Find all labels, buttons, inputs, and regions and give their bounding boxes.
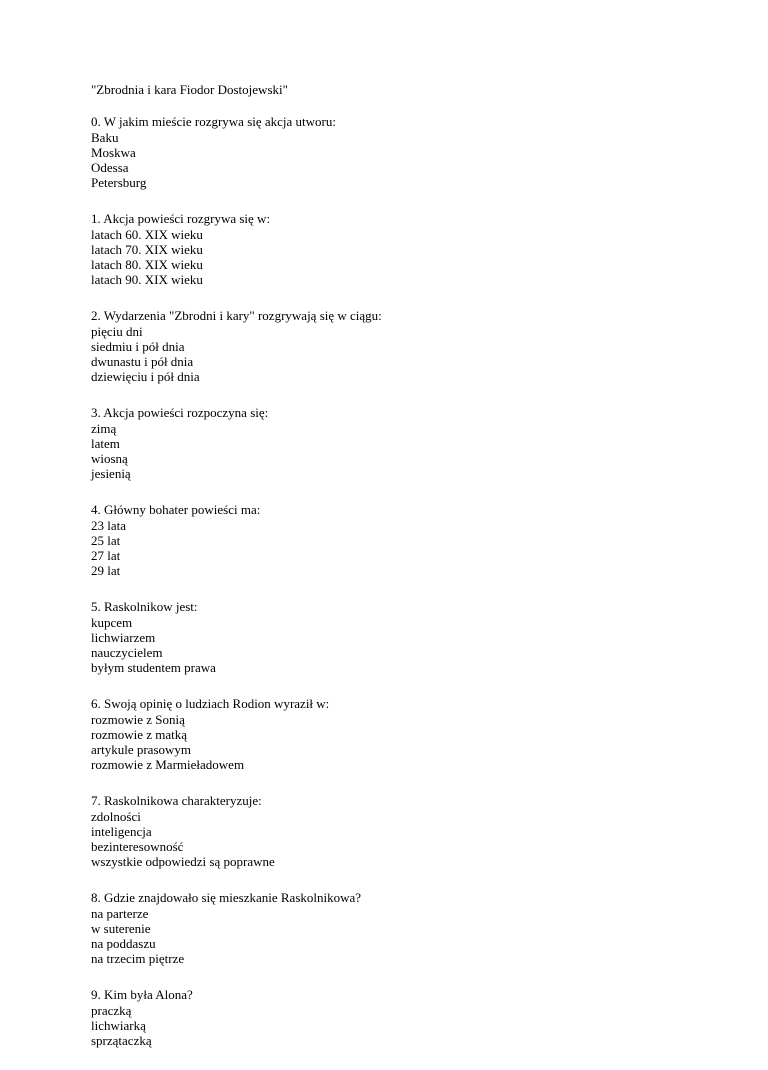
question-block	[91, 600, 731, 675]
document-title: "Zbrodnia i kara Fiodor Dostojewski"	[91, 82, 288, 97]
answer-option: siedmiu i pół dnia	[91, 339, 185, 354]
answer-option: Baku	[91, 130, 119, 145]
answer-option: dwunastu i pół dnia	[91, 354, 194, 369]
answer-list	[91, 907, 731, 966]
answer-option: Moskwa	[91, 145, 136, 160]
answer-list	[91, 713, 731, 772]
answer-list	[91, 131, 731, 190]
question-block	[91, 115, 731, 190]
question-block	[91, 697, 731, 772]
answer-option: sprzątaczką	[91, 1033, 152, 1048]
answer-option: rozmowie z Marmieładowem	[91, 757, 245, 772]
answer-option: 27 lat	[91, 548, 121, 563]
answer-option: na trzecim piętrze	[91, 951, 185, 966]
answer-option: bezinteresowność	[91, 839, 184, 854]
answer-option: artykule prasowym	[91, 742, 192, 757]
answer-option: dziewięciu i pół dnia	[91, 369, 200, 384]
answer-option: w suterenie	[91, 921, 151, 936]
answer-option: latem	[91, 436, 120, 451]
answer-list	[91, 325, 731, 384]
answer-option: 29 lat	[91, 563, 121, 578]
question-text: 5. Raskolnikow jest:	[91, 599, 198, 614]
answer-option: lichwiarką	[91, 1018, 146, 1033]
answer-list	[91, 228, 731, 287]
question-text: 2. Wydarzenia "Zbrodni i kary" rozgrywają się w ciągu:	[91, 308, 382, 323]
question-block	[91, 891, 731, 966]
answer-list	[91, 519, 731, 578]
answer-option: rozmowie z Sonią	[91, 712, 185, 727]
question-text: 7. Raskolnikowa charakteryzuje:	[91, 793, 262, 808]
answer-option: 23 lata	[91, 518, 127, 533]
question-block	[91, 794, 731, 869]
answer-option: wszystkie odpowiedzi są poprawne	[91, 854, 275, 869]
question-text: 0. W jakim mieście rozgrywa się akcja utworu:	[91, 114, 337, 129]
quiz-questions	[91, 115, 731, 1048]
answer-option: latach 90. XIX wieku	[91, 272, 203, 287]
answer-option: kupcem	[91, 615, 133, 630]
answer-option: latach 60. XIX wieku	[91, 227, 203, 242]
answer-option: na parterze	[91, 906, 149, 921]
answer-list	[91, 1004, 731, 1048]
question-block	[91, 503, 731, 578]
answer-option: Odessa	[91, 160, 129, 175]
answer-option: latach 70. XIX wieku	[91, 242, 203, 257]
answer-list	[91, 616, 731, 675]
question-block	[91, 988, 731, 1048]
question-text: 1. Akcja powieści rozgrywa się w:	[91, 211, 271, 226]
question-text: 4. Główny bohater powieści ma:	[91, 502, 261, 517]
answer-option: Petersburg	[91, 175, 147, 190]
answer-option: zdolności	[91, 809, 141, 824]
answer-option: zimą	[91, 421, 117, 436]
answer-option: lichwiarzem	[91, 630, 156, 645]
answer-option: jesienią	[91, 466, 131, 481]
question-text: 6. Swoją opinię o ludziach Rodion wyraził w:	[91, 696, 330, 711]
answer-option: pięciu dni	[91, 324, 143, 339]
question-block	[91, 406, 731, 481]
question-text: 8. Gdzie znajdowało się mieszkanie Raskolnikowa?	[91, 890, 362, 905]
answer-list	[91, 810, 731, 869]
answer-option: nauczycielem	[91, 645, 163, 660]
question-block	[91, 309, 731, 384]
answer-option: praczką	[91, 1003, 132, 1018]
answer-option: rozmowie z matką	[91, 727, 188, 742]
answer-option: wiosną	[91, 451, 128, 466]
answer-option: 25 lat	[91, 533, 121, 548]
answer-option: byłym studentem prawa	[91, 660, 216, 675]
answer-option: inteligencja	[91, 824, 152, 839]
question-text: 9. Kim była Alona?	[91, 987, 193, 1002]
answer-option: latach 80. XIX wieku	[91, 257, 203, 272]
answer-option: na poddaszu	[91, 936, 156, 951]
answer-list	[91, 422, 731, 481]
document-page	[91, 83, 731, 1070]
question-block	[91, 212, 731, 287]
question-text: 3. Akcja powieści rozpoczyna się:	[91, 405, 269, 420]
